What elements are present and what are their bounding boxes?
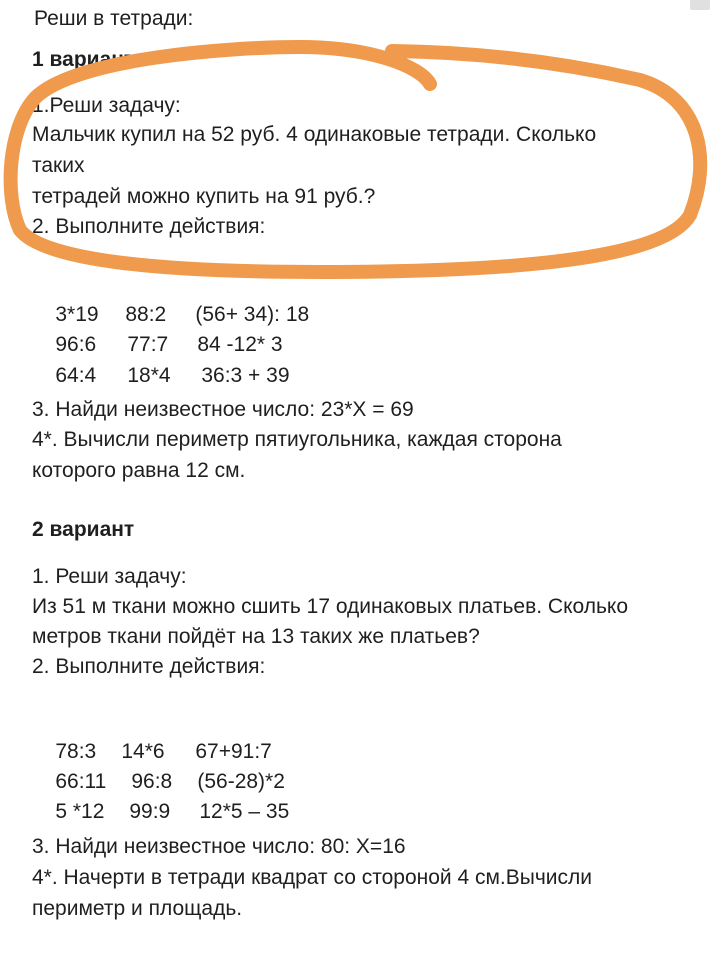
page-corner-mark xyxy=(690,0,710,10)
expression: 66:11 xyxy=(55,770,107,793)
variant2-task3: 3. Найди неизвестное число: 80: Х=16 xyxy=(32,835,406,858)
variant2-task1-label: 1. Реши задачу: xyxy=(32,565,187,588)
expression: 36:3 + 39 xyxy=(201,364,290,387)
expression: 5 *12 xyxy=(55,800,105,823)
expression: 64:4 xyxy=(55,364,97,387)
expression: 3*19 xyxy=(55,303,99,326)
expression: (56+ 34): 18 xyxy=(195,303,310,326)
expression: 77:7 xyxy=(127,333,169,356)
variant2-task1-line2: метров ткани пойдёт на 13 таких же платьев? xyxy=(32,625,480,648)
expression: 67+91:7 xyxy=(195,740,272,763)
variant1-task1-label: 1.Реши задачу: xyxy=(32,94,181,117)
expression: 88:2 xyxy=(125,303,167,326)
variant1-task3: 3. Найди неизвестное число: 23*Х = 69 xyxy=(32,398,414,421)
variant1-task1-line2: таких xyxy=(32,154,85,177)
expression: 84 -12* 3 xyxy=(197,333,283,356)
variant2-task4-line2: периметр и площадь. xyxy=(32,897,243,920)
variant1-task1-line1: Мальчик купил на 52 руб. 4 одинаковые тетради. Сколько xyxy=(32,123,597,146)
variant2-task4-line1: 4*. Начерти в тетради квадрат со стороной 4 см.Вычисли xyxy=(32,866,593,889)
expression: 99:9 xyxy=(129,800,171,823)
variant1-task2-label: 2. Выполните действия: xyxy=(32,215,266,238)
variant2-heading: 2 вариант xyxy=(32,518,135,541)
variant1-task4-line1: 4*. Вычисли периметр пятиугольника, каждая сторона xyxy=(32,428,562,451)
variant2-task2-label: 2. Выполните действия: xyxy=(32,655,266,678)
expression: 18*4 xyxy=(127,364,171,387)
expression: (56-28)*2 xyxy=(197,770,285,793)
expression: 78:3 xyxy=(55,740,97,763)
expression: 12*5 – 35 xyxy=(199,800,290,823)
variant1-task1-line3: тетрадей можно купить на 91 руб.? xyxy=(32,185,376,208)
variant2-task1-line1: Из 51 м ткани можно сшить 17 одинаковых платьев. Сколько xyxy=(32,595,629,618)
page-title: Реши в тетради: xyxy=(34,7,194,30)
expression: 96:8 xyxy=(131,770,173,793)
variant1-task4-line2: которого равна 12 см. xyxy=(32,459,246,482)
expression: 14*6 xyxy=(121,740,165,763)
expression: 96:6 xyxy=(55,333,97,356)
variant1-heading: 1 вариант xyxy=(32,48,135,71)
